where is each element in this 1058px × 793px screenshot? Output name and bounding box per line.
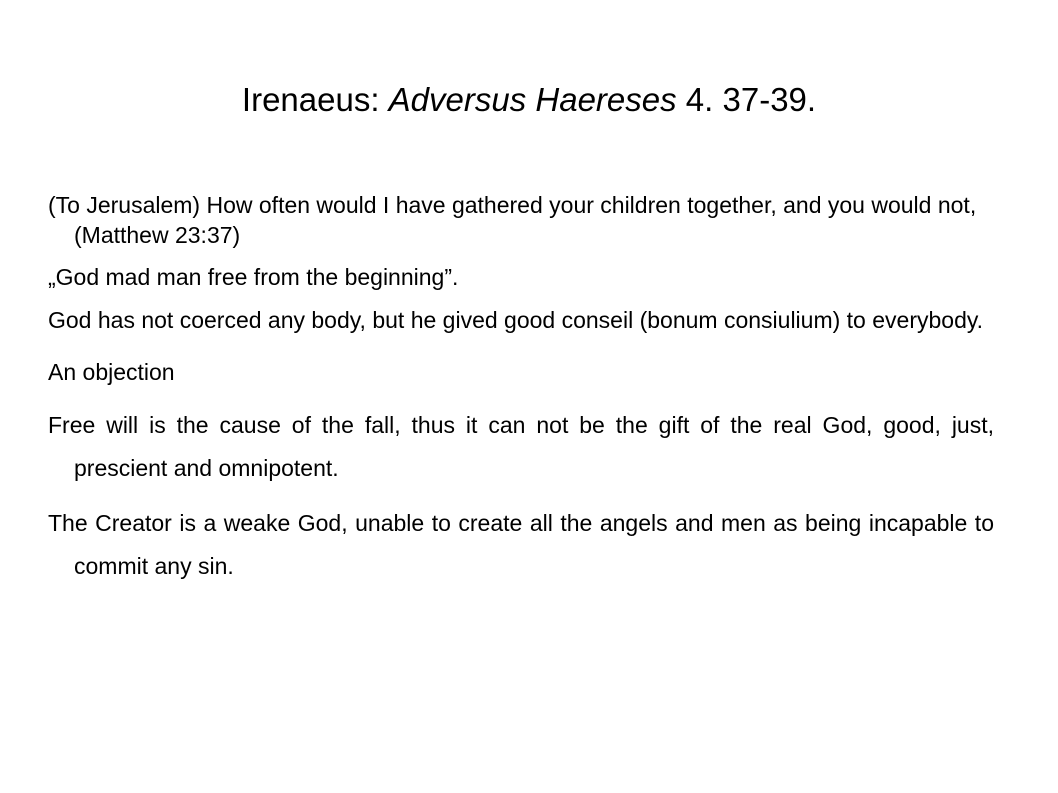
title-reference: 4. 37-39.: [676, 81, 817, 118]
slide-title: [0, 80, 1058, 120]
paragraph-free-from-beginning: „God mad man free from the beginning”.: [48, 264, 459, 290]
paragraph-objection-heading: An objection: [48, 359, 175, 385]
paragraph-weak-creator: The Creator is a weake God, unable to create all the angels and men as being incapable to commit any sin.: [48, 510, 994, 579]
title-work: Adversus Haereses: [388, 81, 677, 118]
title-author: Irenaeus:: [241, 81, 389, 118]
paragraph-good-counsel: God has not coerced any body, but he gived good conseil (bonum consiulium) to everybody.: [48, 307, 984, 333]
paragraph-free-will-fall: Free will is the cause of the fall, thus it can not be the gift of the real God, good, just, prescient and omnipotent.: [48, 412, 994, 481]
paragraph-matthew-quote: (To Jerusalem) How often would I have gathered your children together, and you would not, (Matthew 23:37): [48, 192, 977, 248]
slide-body: [48, 190, 994, 588]
